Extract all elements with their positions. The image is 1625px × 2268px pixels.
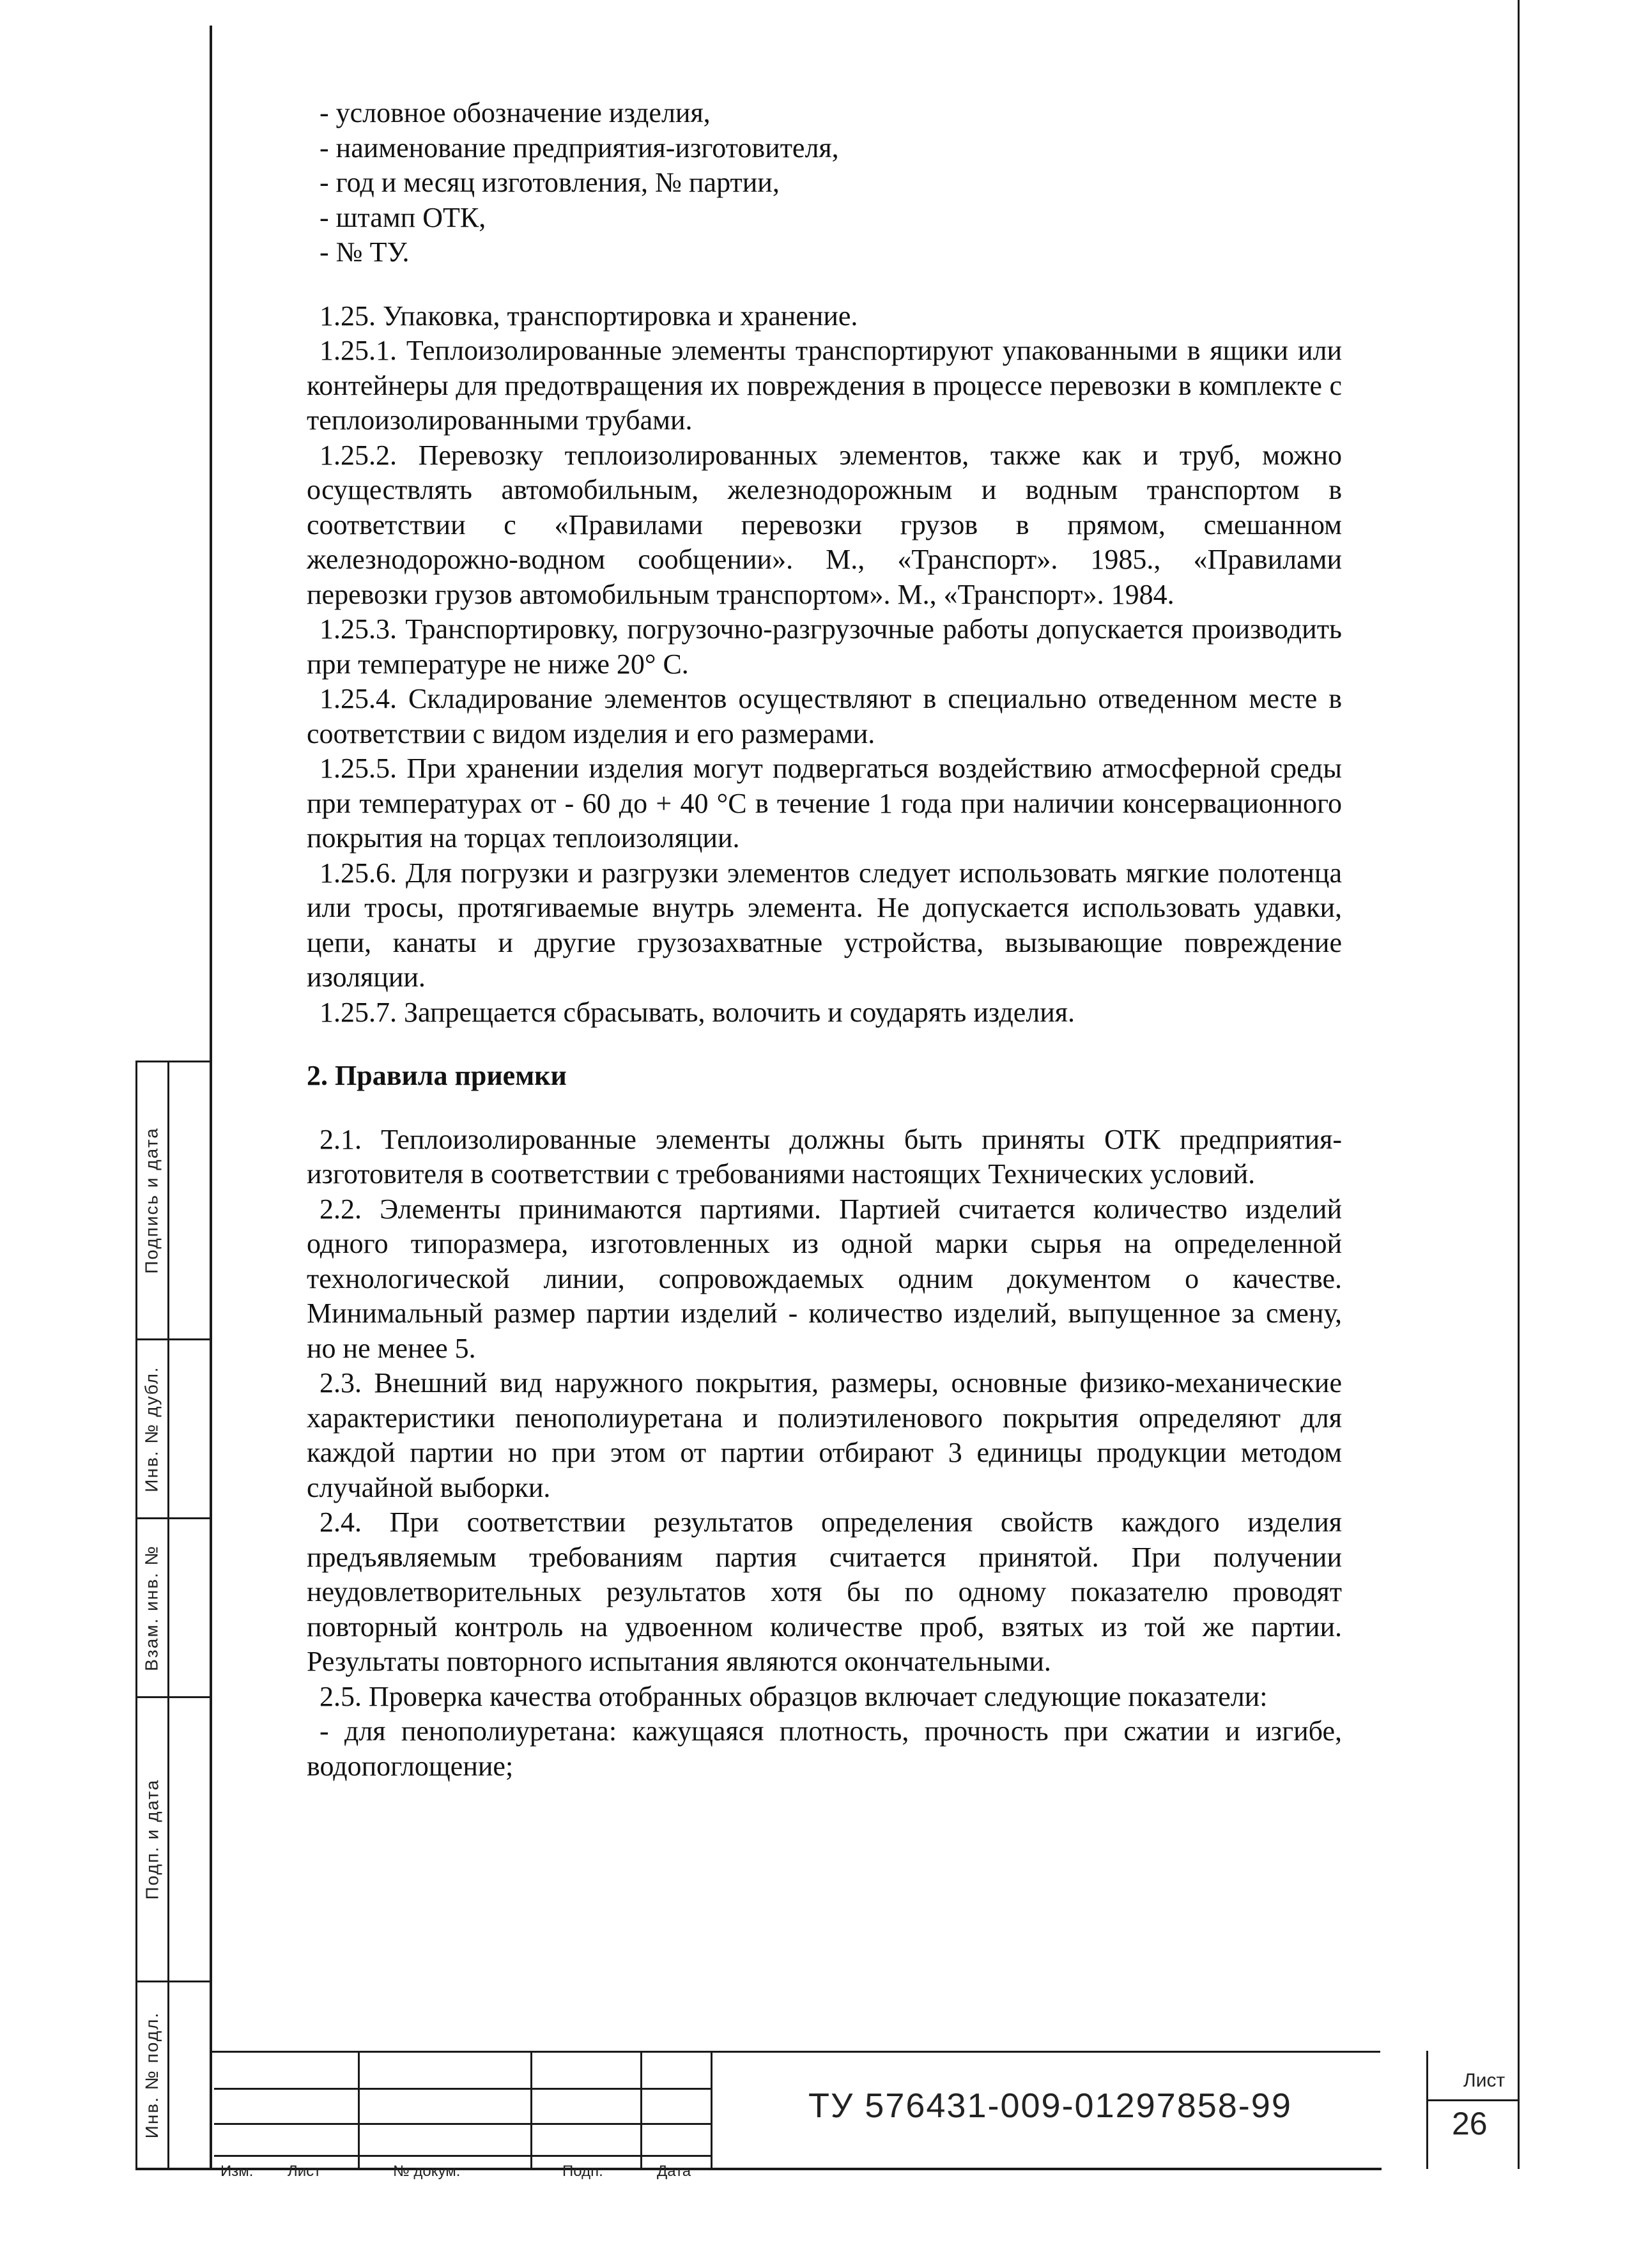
paragraph-2-4: 2.4. При соответствии результатов определения свойств каждого изделия предъявляемым требованиям партия считается принятой. При получении неудовлетворительных результатов хотя бы по одному показателю проводят повторный контроль на удвоенном количестве проб, взятых из той же партии. Результаты повторного испытания являются окончательными. — [307, 1506, 1342, 1677]
stamp-row-2 — [214, 2123, 712, 2125]
stamp-col-change: Изм. — [220, 2163, 254, 2180]
stamp-col-docnum: № докум. — [393, 2163, 461, 2180]
paragraph-1-25-6: 1.25.6. Для погрузки и разгрузки элементов следует использовать мягкие полотенца или тросы, протягиваемые внутрь элемента. Не допускается использовать удавки, цепи, канаты и другие грузозахватные устройства, вызывающие повреждение изоляции. — [307, 857, 1342, 993]
stamp-row-3 — [214, 2155, 712, 2157]
frame-left-border — [210, 26, 212, 2169]
stamp-v1 — [358, 2051, 360, 2169]
paragraph-2-2: 2.2. Элементы принимаются партиями. Партией считается количество изделий одного типоразмера, изготовленных из одной марки сырья на определенной технологической линии, сопровождаемых одним документом о качестве. Минимальный размер партии изделий - количество изделий, выпущенное за смену, но не менее 5. — [307, 1193, 1342, 1364]
stamp-col-signature: Подп. — [562, 2163, 603, 2180]
stamp-col-date: Дата — [657, 2163, 691, 2180]
stamp-v4 — [711, 2051, 712, 2169]
marking-item: - условное обозначение изделия, — [320, 97, 711, 128]
paragraph-2-1: 2.1. Теплоизолированные элементы должны быть приняты ОТК предприятия-изготовителя в соответствии с требованиями настоящих Технических условий. — [307, 1123, 1342, 1190]
marking-item: - штамп ОТК, — [320, 201, 486, 233]
side-label-replacement-no: Взам. инв. № — [142, 1544, 162, 1671]
sheet-number: 26 — [1452, 2106, 1488, 2142]
paragraph-1-25: 1.25. Упаковка, транспортировка и хранение. — [320, 300, 858, 332]
paragraph-1-25-2: 1.25.2. Перевозку теплоизолированных элементов, также как и труб, можно осуществлять автомобильным, железнодорожным и водным транспортом в соответствии с «Правилами перевозки грузов в прямом, смешанном железнодорожно-водном сообщении». М., «Транспорт». 1985., «Правилами перевозки грузов автомобильным транспортом». М., «Транспорт». 1984. — [307, 439, 1342, 610]
paragraph-1-25-4: 1.25.4. Складирование элементов осуществляют в специально отведенном месте в соответствии с видом изделия и его размерами. — [307, 683, 1342, 749]
section-2-heading: 2. Правила приемки — [307, 1060, 567, 1091]
paragraph-1-25-1: 1.25.1. Теплоизолированные элементы транспортируют упакованными в ящики или контейнеры для предотвращения их повреждения в процессе перевозки в комплекте с теплоизолированными трубами. — [307, 335, 1342, 436]
side-label-duplicate-no: Инв. № дубл. — [142, 1365, 162, 1492]
side-label-original-no: Инв. № подл. — [142, 2011, 162, 2139]
stamp-row-1 — [214, 2088, 712, 2090]
stamp-v3 — [640, 2051, 642, 2169]
sheet-cell-divider — [1426, 2099, 1518, 2101]
frame-right-border — [1518, 0, 1520, 2169]
side-label-signature-date: Подпись и дата — [142, 1127, 162, 1274]
marking-item: - № ТУ. — [320, 236, 410, 268]
frame-bottom-border — [135, 2168, 1382, 2170]
paragraph-2-5: 2.5. Проверка качества отобранных образцов включает следующие показатели: — [320, 1680, 1268, 1712]
paragraph-2-3: 2.3. Внешний вид наружного покрытия, размеры, основные физико-механические характеристики пенополиуретана и полиэтиленового покрытия определяют для каждой партии но при этом от партии отбирают 3 единицы продукции методом случайной выборки. — [307, 1367, 1342, 1503]
document-code: ТУ 576431-009-01297858-99 — [808, 2087, 1292, 2125]
page-text — [307, 96, 1342, 1784]
stamp-v2 — [530, 2051, 532, 2169]
marking-item: - наименование предприятия-изготовителя, — [320, 132, 839, 164]
paragraph-1-25-3: 1.25.3. Транспортировку, погрузочно-разгрузочные работы допускается производить при температуре не ниже 20° С. — [307, 613, 1342, 680]
sheet-label: Лист — [1463, 2070, 1506, 2091]
paragraph-1-25-7: 1.25.7. Запрещается сбрасывать, волочить и соударять изделия. — [320, 996, 1075, 1028]
stamp-col-sheet: Лист — [288, 2163, 321, 2180]
paragraph-1-25-5: 1.25.5. При хранении изделия могут подвергаться воздействию атмосферной среды при температурах от - 60 до + 40 °С в течение 1 года при наличии консервационного покрытия на торцах теплоизоляции. — [307, 753, 1342, 854]
paragraph-2-5-list: - для пенополиуретана: кажущаяся плотность, прочность при сжатии и изгибе, водопоглощение; — [307, 1715, 1342, 1782]
sheet-cell-left — [1426, 2051, 1428, 2169]
side-label-sign-date: Подп. и дата — [142, 1779, 162, 1900]
marking-item: - год и месяц изготовления, № партии, — [320, 167, 780, 198]
stamp-top-line — [211, 2051, 1380, 2053]
